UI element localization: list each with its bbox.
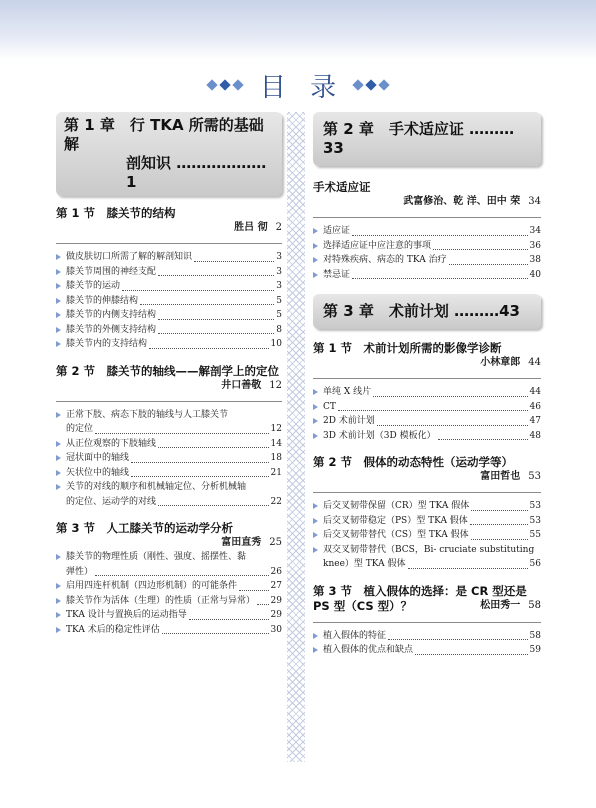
toc-entry-page: 40 <box>529 269 541 280</box>
section-title: 手术适应证 <box>313 180 371 194</box>
leader-dots <box>140 304 274 305</box>
toc-entry[interactable] <box>313 253 541 268</box>
toc-entry-text: 膝关节的物理性质（刚性、强度、摇摆性、黏 <box>66 552 247 562</box>
toc-entry-text: 对特殊疾病、病态的 TKA 治疗 <box>323 255 447 265</box>
toc-entry[interactable] <box>313 499 541 514</box>
toc-entry-text: 矢状位中的轴线 <box>66 467 130 478</box>
toc-entry-page: 30 <box>270 624 282 635</box>
section-author: 富田哲也 53 <box>480 471 541 482</box>
separator <box>313 217 541 218</box>
toc-entry[interactable] <box>56 337 282 352</box>
section-title: 第 2 节 膝关节的轴线——解剖学上的定位 <box>56 363 280 378</box>
section-author: 富田直秀 25 <box>221 537 282 548</box>
leader-dots <box>162 633 269 634</box>
toc-entry[interactable] <box>56 250 282 265</box>
toc-list <box>56 250 282 352</box>
toc-entry-text: 膝关节内的支持结构 <box>66 339 148 349</box>
leader-dots <box>415 654 528 655</box>
toc-entry-text: 膝关节的内侧支持结构 <box>66 310 157 320</box>
leader-dots <box>158 319 274 320</box>
leader-dots <box>122 290 274 291</box>
diamond-ornament-left <box>206 81 244 89</box>
toc-entry[interactable] <box>56 594 282 609</box>
toc-entry-page: 3 <box>276 281 282 291</box>
leader-dots <box>194 261 274 262</box>
toc-entry-page: 53 <box>529 515 541 526</box>
toc-entry[interactable] <box>313 629 541 644</box>
toc-entry-text: 后交叉韧带保留（CR）型 TKA 假体 <box>323 501 470 511</box>
toc-entry-page: 3 <box>276 252 282 262</box>
toc-entry-page: 34 <box>529 226 541 236</box>
chapter-2-title: 第 2 章 手术适应证 ………33 <box>323 120 515 157</box>
toc-entry-page: 59 <box>529 645 541 655</box>
toc-entry[interactable] <box>313 239 541 254</box>
toc-entry-page: 46 <box>529 401 541 412</box>
leader-dots <box>471 510 527 511</box>
chapter-3-box[interactable] <box>313 294 541 329</box>
separator <box>313 622 541 623</box>
toc-entry[interactable] <box>56 408 282 423</box>
leader-dots <box>158 447 269 448</box>
diamond-ornament-right <box>352 81 390 89</box>
leader-dots <box>239 590 269 591</box>
chapter-1-title-line2: 剖知识 ………………1 <box>126 154 267 191</box>
toc-entry[interactable] <box>313 400 541 415</box>
toc-entry[interactable] <box>313 514 541 529</box>
toc-entry-page: 3 <box>276 266 282 277</box>
toc-entry-text: 膝关节的运动 <box>66 281 121 291</box>
section-author: 井口善敬 12 <box>221 379 282 391</box>
toc-entry[interactable] <box>56 308 282 323</box>
toc-entry[interactable] <box>313 414 541 429</box>
toc-entry-text: 启用四连杆机制（四边形机制）的可能条件 <box>66 581 238 591</box>
leader-dots <box>449 264 528 265</box>
section-author: 胜吕 彻 2 <box>234 222 282 233</box>
toc-entry-text: 双交叉韧带替代（BCS，Bi- cruciate substituting <box>323 544 535 555</box>
leader-dots <box>373 396 527 397</box>
toc-entry[interactable] <box>56 608 282 623</box>
toc-entry[interactable] <box>56 466 282 481</box>
toc-entry[interactable] <box>56 579 282 594</box>
toc-entry-page: 21 <box>270 467 282 478</box>
toc-entry-page: 29 <box>270 595 282 606</box>
right-column <box>313 112 541 658</box>
toc-entry-text: 3D 术前计划（3D 模板化） <box>323 430 436 441</box>
toc-entry-text: 单纯 X 线片 <box>323 387 372 397</box>
leader-dots <box>257 604 269 605</box>
toc-entry-page: 5 <box>276 310 282 320</box>
toc-entry[interactable] <box>56 550 282 565</box>
separator <box>56 401 282 402</box>
toc-entry[interactable] <box>56 279 282 294</box>
leader-dots <box>158 505 269 506</box>
toc-entry-page: 29 <box>270 610 282 620</box>
leader-dots <box>352 278 528 279</box>
leader-dots <box>338 410 528 411</box>
toc-entry-text: 正常下肢、病态下肢的轴线与人工膝关节 <box>66 409 229 420</box>
toc-entry-continuation[interactable] <box>56 565 282 580</box>
toc-entry[interactable] <box>313 224 541 239</box>
toc-entry-text: 冠状面中的轴线 <box>66 453 130 463</box>
leader-dots <box>131 462 269 463</box>
separator <box>313 492 541 493</box>
leader-dots <box>438 439 528 440</box>
toc-entry-text: 禁忌证 <box>323 269 351 280</box>
toc-entry-page: 10 <box>270 339 282 349</box>
toc-list <box>56 408 282 510</box>
toc-entry[interactable] <box>313 528 541 543</box>
toc-entry[interactable] <box>56 623 282 638</box>
toc-entry-page: 26 <box>270 566 282 577</box>
toc-entry-text: 从正位观察的下肢轴线 <box>66 438 157 449</box>
toc-entry-text: TKA 设计与置换后的运动指导 <box>66 610 187 620</box>
toc-entry-page: 58 <box>529 630 541 641</box>
toc-list <box>313 385 541 443</box>
section-title: 第 1 节 膝关节的结构 <box>56 206 176 220</box>
toc-entry[interactable] <box>313 429 541 444</box>
leader-dots <box>158 333 274 334</box>
separator <box>56 243 282 244</box>
toc-entry[interactable] <box>56 480 282 495</box>
header-band <box>0 0 596 60</box>
toc-entry-page: 55 <box>529 530 541 540</box>
leader-dots <box>131 476 269 477</box>
toc-entry[interactable] <box>56 265 282 280</box>
toc-entry-page: 12 <box>270 424 282 434</box>
toc-entry-page: 56 <box>529 559 541 569</box>
toc-entry-continuation[interactable] <box>56 422 282 437</box>
leader-dots <box>471 539 528 540</box>
toc-entry-page: 27 <box>270 581 282 591</box>
toc-entry[interactable] <box>313 268 541 283</box>
toc-entry-text: 做皮肤切口所需了解的解剖知识 <box>66 252 193 262</box>
toc-entry[interactable] <box>56 437 282 452</box>
section-title: 第 2 节 假体的动态特性（运动学等） <box>313 455 514 469</box>
toc-entry[interactable] <box>313 385 541 400</box>
column-divider <box>287 112 305 762</box>
section-title: 第 1 节 术前计划所需的影像学诊断 <box>313 341 502 355</box>
toc-entry-page: 22 <box>270 496 282 507</box>
toc-entry-text: 植入假体的特征 <box>323 630 387 641</box>
toc-entry-text: 2D 术前计划 <box>323 416 375 426</box>
section-author: 小林章郎 44 <box>480 357 541 368</box>
toc-entry-text: 的定位 <box>66 424 94 434</box>
toc-entry-text: 选择适应证中应注意的事项 <box>323 240 432 251</box>
toc-entry-page: 38 <box>529 255 541 265</box>
page-title: 目 录 <box>259 72 345 103</box>
leader-dots <box>408 568 528 569</box>
leader-dots <box>377 425 528 426</box>
toc-list <box>313 499 541 572</box>
toc-entry-text: TKA 术后的稳定性评估 <box>66 624 160 635</box>
toc-entry-page: 5 <box>276 295 282 306</box>
leader-dots <box>158 275 274 276</box>
toc-entry-text: 的定位、运动学的对线 <box>66 496 157 507</box>
toc-entry-page: 48 <box>529 430 541 441</box>
toc-list <box>313 629 541 658</box>
left-column <box>56 112 282 637</box>
chapter-2-box[interactable] <box>313 112 541 166</box>
toc-entry-page: 44 <box>529 387 541 397</box>
toc-entry-text: 膝关节作为活体（生理）的性质（正常与异常） <box>66 595 256 606</box>
toc-entry-text: 后交叉韧带替代（CS）型 TKA 假体 <box>323 530 469 540</box>
toc-list <box>56 550 282 637</box>
toc-entry-continuation[interactable] <box>56 495 282 510</box>
leader-dots <box>470 524 528 525</box>
toc-list <box>313 224 541 282</box>
leader-dots <box>352 235 528 236</box>
toc-entry[interactable] <box>56 451 282 466</box>
toc-entry-text: 关节的对线的顺序和机械轴定位、分析机械轴 <box>66 482 247 492</box>
section-title: 第 3 节 植入假体的选择：是 CR 型还是 <box>313 583 527 598</box>
toc-entry-page: 36 <box>529 240 541 251</box>
toc-entry-text: 适应证 <box>323 226 351 236</box>
separator <box>313 378 541 379</box>
section-title: 第 3 节 人工膝关节的运动学分析 <box>56 521 234 535</box>
section-title-line2: PS 型（CS 型）？ 松田秀一 58 <box>313 598 541 613</box>
leader-dots <box>189 619 269 620</box>
leader-dots <box>433 249 528 250</box>
toc-entry-page: 8 <box>276 324 282 335</box>
toc-entry-text: 膝关节的伸膝结构 <box>66 295 139 306</box>
leader-dots <box>388 639 528 640</box>
toc-entry-text: 植入假体的优点和缺点 <box>323 645 414 655</box>
toc-entry-text: CT <box>323 401 336 412</box>
leader-dots <box>149 348 269 349</box>
toc-entry-page: 47 <box>529 416 541 426</box>
toc-entry-page: 14 <box>270 438 282 449</box>
toc-entry[interactable] <box>56 323 282 338</box>
leader-dots <box>95 433 269 434</box>
toc-entry[interactable] <box>56 294 282 309</box>
toc-entry-text: 膝关节的外侧支持结构 <box>66 324 157 335</box>
toc-entry-text: knee）型 TKA 假体 <box>323 559 406 569</box>
section-author: 武富修治、乾 洋、田中 荣 34 <box>403 196 541 207</box>
chapter-3-title: 第 3 章 术前计划 ………43 <box>323 302 520 320</box>
toc-entry-page: 18 <box>270 453 282 463</box>
toc-entry[interactable] <box>313 643 541 658</box>
toc-entry[interactable] <box>313 543 541 558</box>
toc-entry-text: 膝关节周围的神经支配 <box>66 266 157 277</box>
toc-entry-continuation[interactable] <box>313 557 541 572</box>
toc-entry-text: 弹性） <box>66 566 94 577</box>
chapter-1-box[interactable] <box>56 112 282 196</box>
title-row <box>0 68 596 102</box>
toc-entry-page: 53 <box>529 501 541 511</box>
leader-dots <box>95 575 269 576</box>
chapter-1-title-line1: 第 1 章 行 TKA 所需的基础解 <box>64 116 264 153</box>
toc-entry-text: 后交叉韧带稳定（PS）型 TKA 假体 <box>323 515 468 526</box>
